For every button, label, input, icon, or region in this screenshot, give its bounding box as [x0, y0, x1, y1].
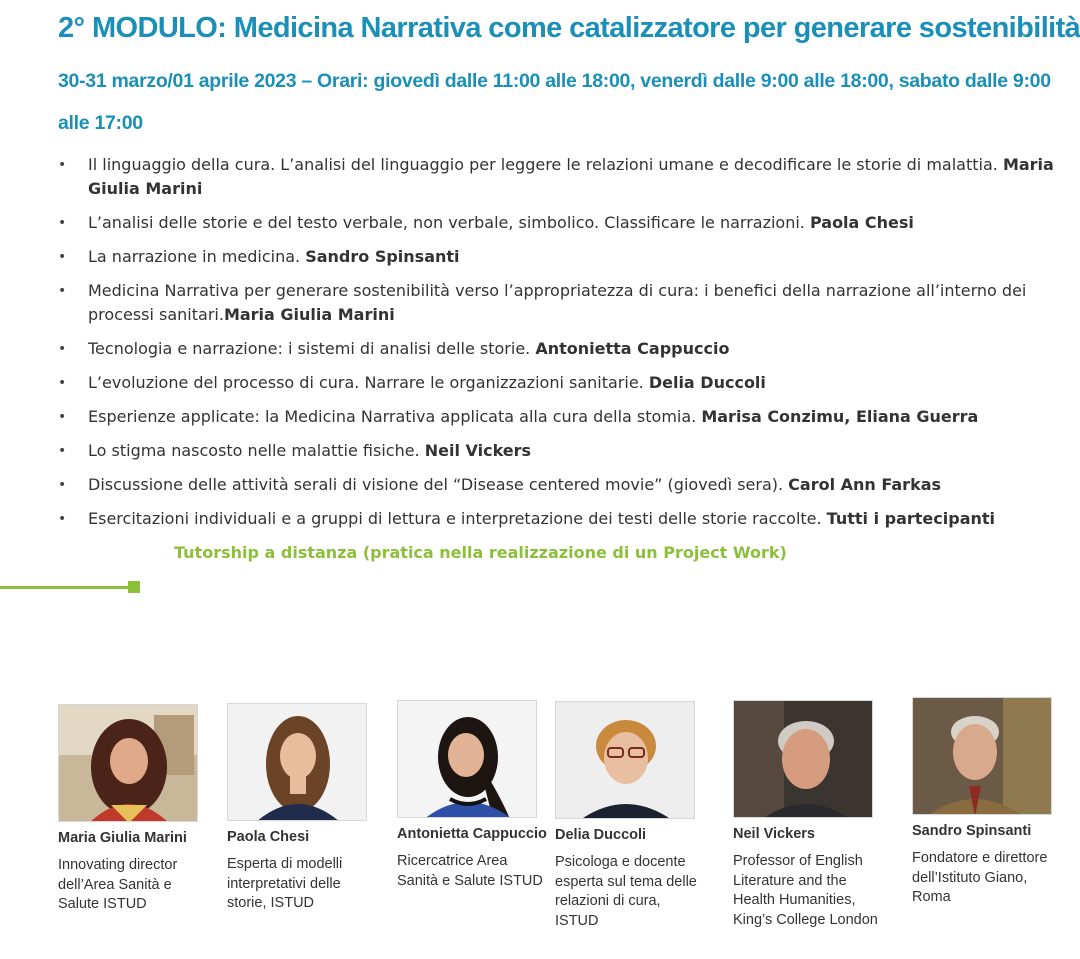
- program-item: [58, 337, 1063, 361]
- program-item: [58, 279, 1063, 327]
- section-divider: [0, 586, 130, 589]
- program-item-speaker: Carol Ann Farkas: [788, 475, 942, 494]
- faculty-photo: [912, 697, 1052, 815]
- program-item-text: La narrazione in medicina.: [88, 247, 306, 266]
- faculty-card: [555, 701, 705, 931]
- bullet-icon: •: [58, 443, 67, 459]
- faculty-photo: [58, 704, 198, 822]
- tutorship-note: Tutorship a distanza (pratica nella realizzazione di un Project Work): [174, 543, 787, 562]
- program-list: [58, 153, 1063, 541]
- program-item-text: Tecnologia e narrazione: i sistemi di analisi delle storie.: [88, 339, 536, 358]
- faculty-photo: [733, 700, 873, 818]
- program-item-speaker: Tutti i partecipanti: [826, 509, 996, 528]
- module-title: 2° MODULO: Medicina Narrativa come catalizzatore per generare sostenibilità: [58, 12, 1080, 44]
- program-item: [58, 153, 1063, 201]
- faculty-card: [733, 700, 883, 930]
- bullet-icon: •: [58, 283, 67, 299]
- faculty-name: Neil Vickers: [733, 826, 815, 842]
- bullet-icon: •: [58, 409, 67, 425]
- program-item-text: Esercitazioni individuali e a gruppi di lettura e interpretazione dei testi delle storie raccolte.: [88, 509, 827, 528]
- faculty-role: Ricercatrice Area Sanità e Salute ISTUD: [397, 853, 543, 889]
- program-item: [58, 473, 1063, 497]
- bullet-icon: •: [58, 341, 67, 357]
- divider-end-marker: [128, 581, 140, 593]
- faculty-role: Professor of English Literature and the Health Humanities, King’s College London: [733, 853, 878, 928]
- faculty-name: Sandro Spinsanti: [912, 823, 1032, 839]
- faculty-role: Innovating director dell’Area Sanità e Salute ISTUD: [58, 857, 178, 912]
- program-item-speaker: Antonietta Cappuccio: [535, 339, 730, 358]
- faculty-card: [912, 697, 1062, 908]
- bullet-icon: •: [58, 511, 67, 527]
- faculty-card: [227, 703, 377, 914]
- program-item: [58, 405, 1063, 429]
- module-schedule: 30-31 marzo/01 aprile 2023 – Orari: giovedì dalle 11:00 alle 18:00, venerdì dalle 9:00 alle 18:00, sabato dalle 9:00 alle 17:00: [58, 70, 1051, 134]
- faculty-photo: [397, 700, 537, 818]
- program-item-speaker: Sandro Spinsanti: [305, 247, 460, 266]
- faculty-card: [58, 704, 208, 915]
- faculty-card: [397, 700, 547, 891]
- bullet-icon: •: [58, 157, 67, 173]
- program-item-speaker: Paola Chesi: [809, 213, 914, 232]
- program-item-speaker: Marisa Conzimu, Eliana Guerra: [701, 407, 979, 426]
- bullet-icon: •: [58, 477, 67, 493]
- faculty-name: Paola Chesi: [227, 829, 310, 845]
- program-item: [58, 245, 1063, 269]
- faculty-role: Esperta di modelli interpretativi delle storie, ISTUD: [227, 856, 343, 911]
- program-item-speaker: Neil Vickers: [424, 441, 532, 460]
- faculty-role: Psicologa e docente esperta sul tema delle relazioni di cura, ISTUD: [555, 854, 697, 929]
- program-item: [58, 507, 1063, 531]
- faculty-photo: [555, 701, 695, 819]
- faculty-role: Fondatore e direttore dell’Istituto Giano, Roma: [912, 850, 1048, 905]
- program-item-speaker: Delia Duccoli: [648, 373, 766, 392]
- program-item-text: L’analisi delle storie e del testo verbale, non verbale, simbolico. Classificare le narrazioni.: [88, 213, 810, 232]
- program-item: [58, 439, 1063, 463]
- program-item-text: Esperienze applicate: la Medicina Narrativa applicata alla cura della stomia.: [88, 407, 702, 426]
- faculty-name: Antonietta Cappuccio: [397, 826, 547, 842]
- program-item-speaker: Maria Giulia Marini: [88, 155, 1054, 198]
- faculty-name: Maria Giulia Marini: [58, 830, 187, 846]
- program-item-text: Medicina Narrativa per generare sostenibilità verso l’appropriatezza di cura: i benefici della narrazione all’interno dei processi sanitari.: [88, 281, 1027, 324]
- program-item-text: Lo stigma nascosto nelle malattie fisiche.: [88, 441, 425, 460]
- program-item-speaker: Maria Giulia Marini: [223, 305, 395, 324]
- bullet-icon: •: [58, 375, 67, 391]
- program-item-text: Discussione delle attività serali di visione del “Disease centered movie” (giovedì sera).: [88, 475, 789, 494]
- bullet-icon: •: [58, 249, 67, 265]
- program-item-text: Il linguaggio della cura. L’analisi del linguaggio per leggere le relazioni umane e decodificare le storie di malattia.: [88, 155, 1003, 174]
- program-item: [58, 371, 1063, 395]
- bullet-icon: •: [58, 215, 67, 231]
- program-item: [58, 211, 1063, 235]
- program-item-text: L’evoluzione del processo di cura. Narrare le organizzazioni sanitarie.: [88, 373, 649, 392]
- faculty-name: Delia Duccoli: [555, 827, 647, 843]
- faculty-photo: [227, 703, 367, 821]
